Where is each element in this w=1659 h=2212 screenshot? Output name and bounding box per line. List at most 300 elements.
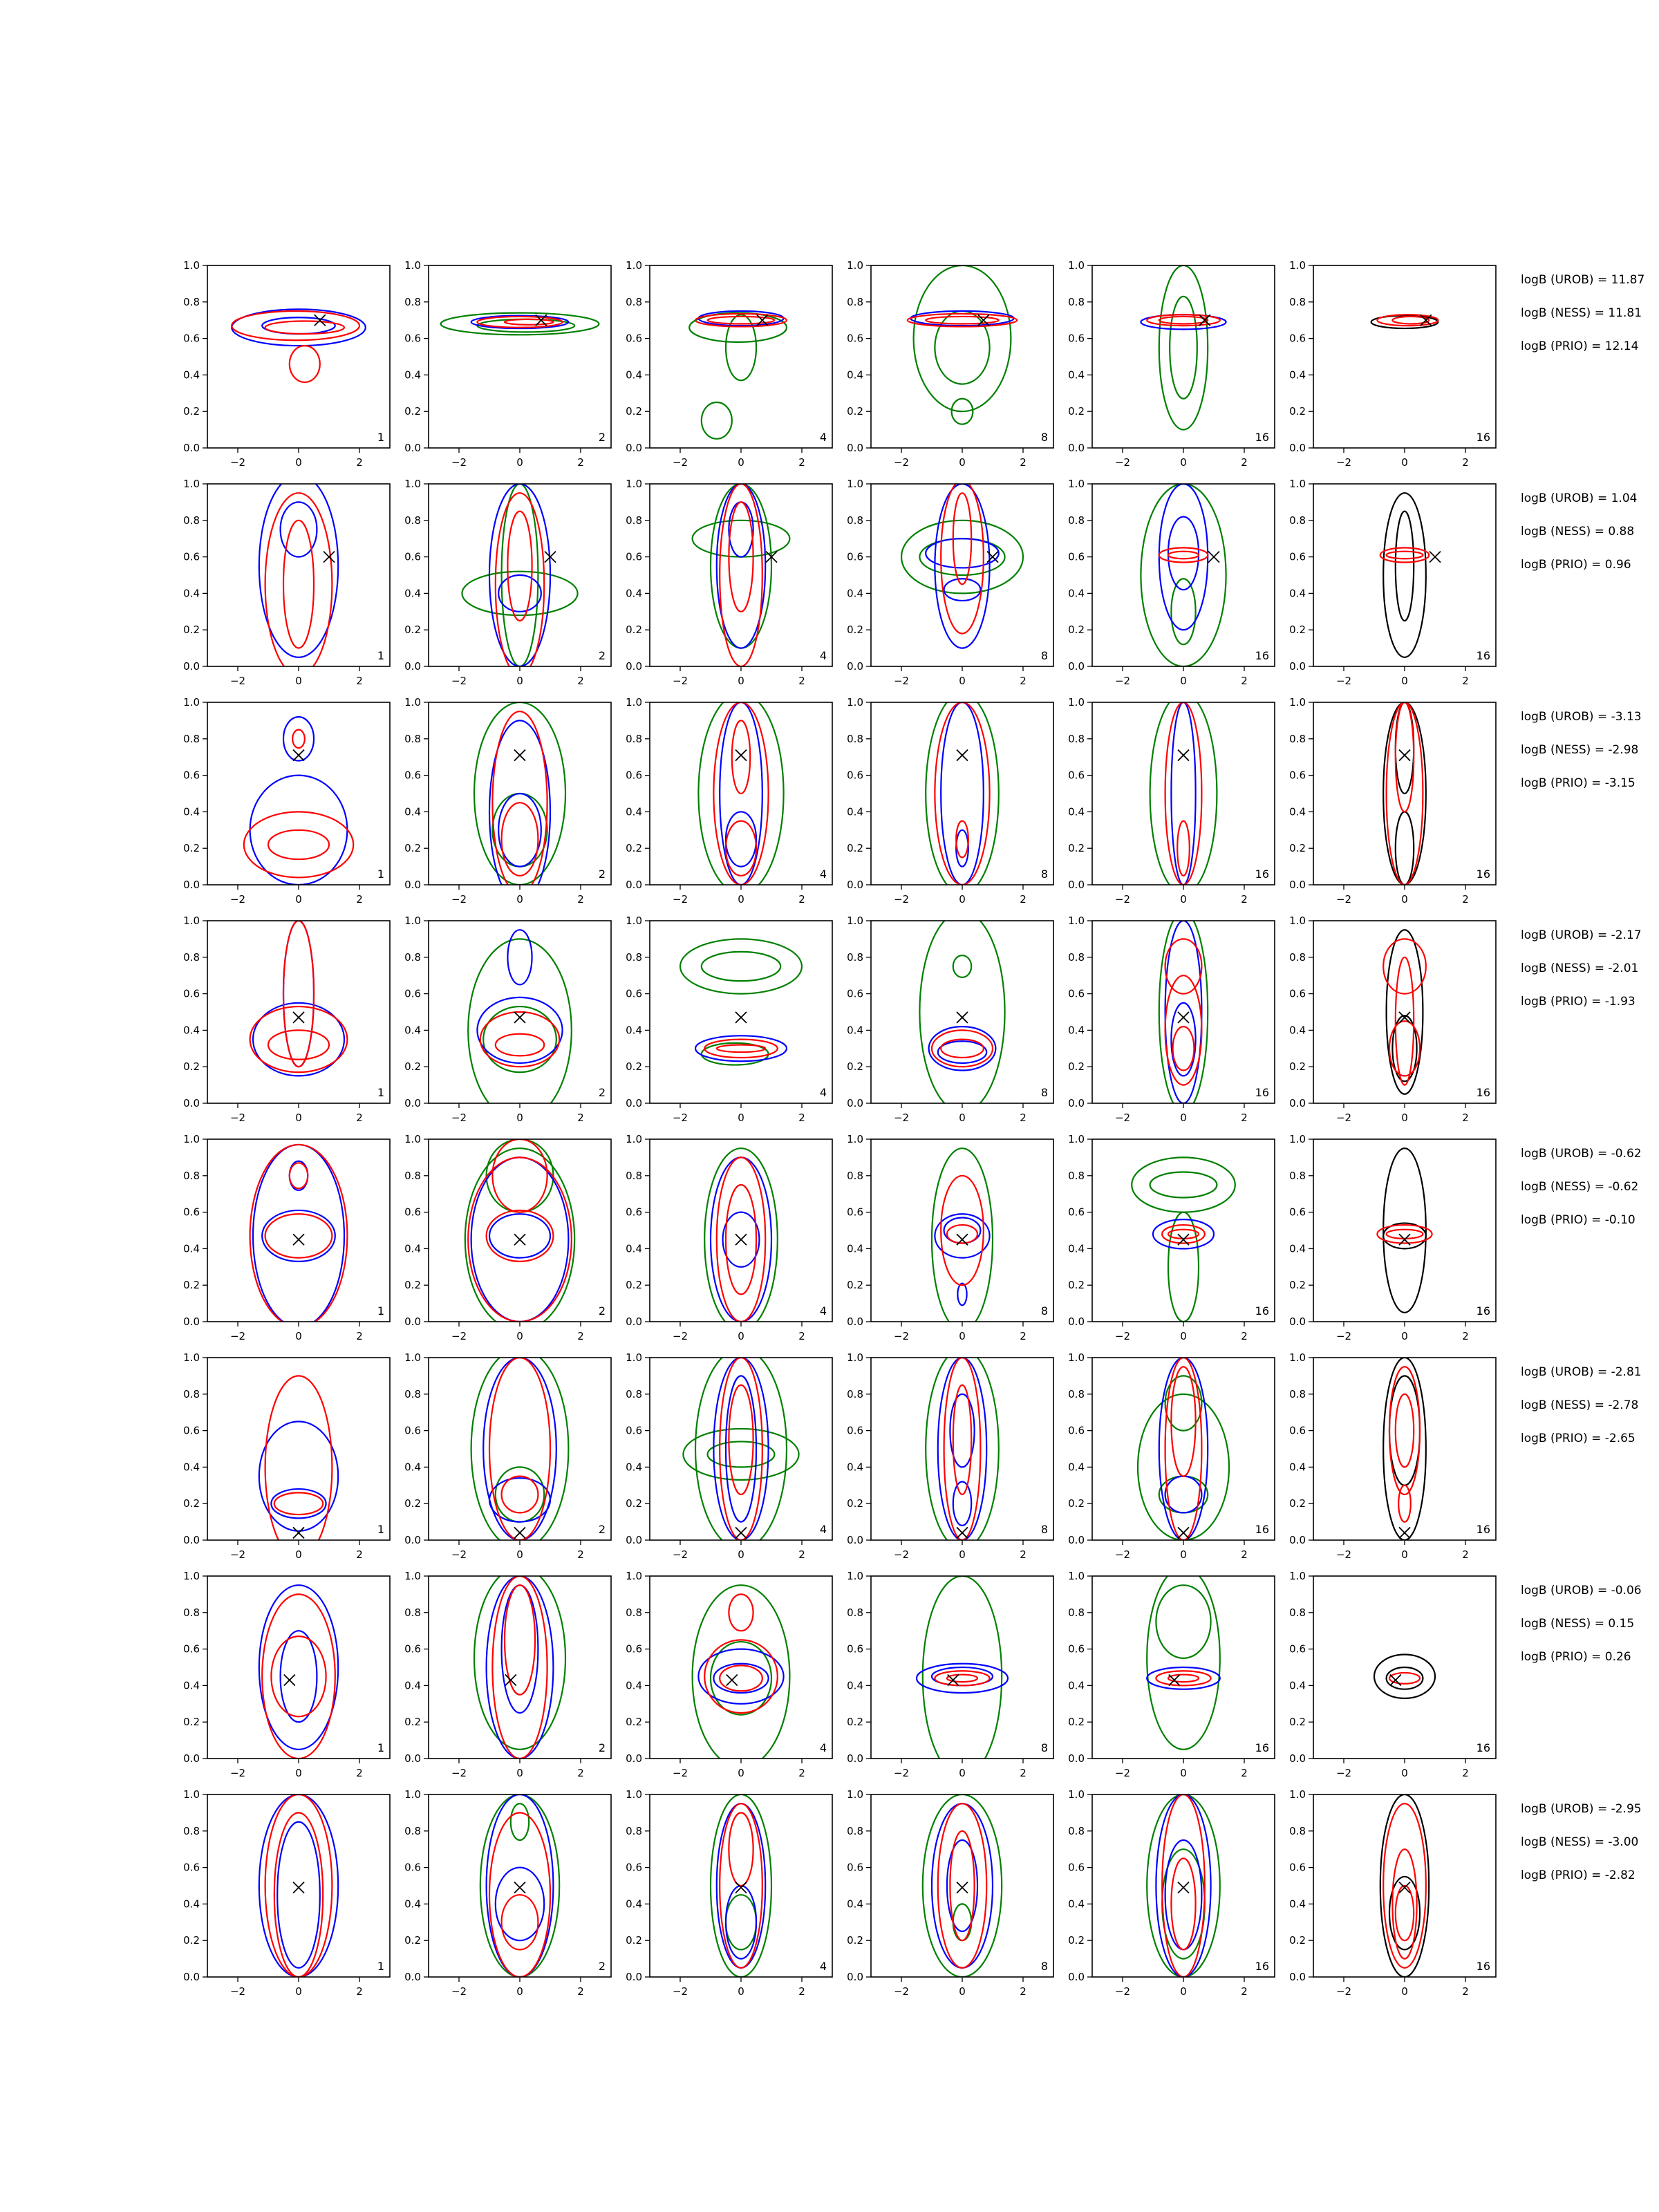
subplot bbox=[1068, 1133, 1275, 1342]
y-tick-label: 0.4 bbox=[1289, 587, 1306, 600]
x-tick-label: 0 bbox=[1401, 1767, 1408, 1779]
y-tick-label: 0.6 bbox=[1289, 987, 1306, 1000]
y-tick-label: 0.6 bbox=[183, 769, 200, 782]
y-tick-label: 0.6 bbox=[626, 769, 642, 782]
x-tick-label: −2 bbox=[893, 1548, 910, 1561]
y-tick-label: 0.6 bbox=[404, 1861, 421, 1874]
y-tick-label: 0.0 bbox=[183, 1315, 200, 1328]
x-tick-label: −2 bbox=[229, 893, 246, 906]
contour-series_2 bbox=[1387, 1230, 1423, 1239]
x-tick-label: 2 bbox=[1020, 893, 1027, 906]
x-tick-label: 0 bbox=[1180, 1112, 1187, 1124]
contour-series_2 bbox=[492, 1139, 547, 1212]
y-tick-label: 0.8 bbox=[1289, 295, 1306, 308]
x-tick-label: 2 bbox=[1241, 893, 1248, 906]
contour-series_1 bbox=[957, 1284, 966, 1306]
y-tick-label: 0.0 bbox=[1068, 1752, 1085, 1765]
y-tick-label: 0.4 bbox=[626, 368, 642, 382]
x-tick-label: −2 bbox=[1335, 1330, 1352, 1342]
y-tick-label: 1.0 bbox=[1289, 478, 1306, 490]
y-tick-label: 0.8 bbox=[404, 732, 421, 745]
x-tick-label: 2 bbox=[356, 1985, 363, 1998]
contour-series_2 bbox=[290, 346, 320, 382]
y-tick-label: 1.0 bbox=[183, 915, 200, 927]
y-tick-label: 1.0 bbox=[626, 1133, 642, 1145]
x-tick-label: −2 bbox=[229, 1767, 246, 1779]
subplot bbox=[404, 1567, 611, 1779]
subplot bbox=[183, 1788, 390, 1998]
y-tick-label: 1.0 bbox=[1068, 1788, 1085, 1801]
contour-series_3 bbox=[695, 1349, 787, 1549]
contour-series_3 bbox=[1159, 265, 1208, 430]
panel-number: 16 bbox=[1476, 1741, 1490, 1754]
y-tick-label: 0.6 bbox=[404, 769, 421, 782]
x-tick-label: 0 bbox=[738, 1112, 744, 1124]
y-tick-label: 0.4 bbox=[1289, 1897, 1306, 1911]
x-tick-label: 0 bbox=[516, 893, 523, 906]
contour-series_2 bbox=[935, 1671, 989, 1685]
axes-frame bbox=[650, 265, 832, 448]
x-tick-label: 0 bbox=[1401, 675, 1408, 687]
contour-series_2 bbox=[1396, 1394, 1414, 1468]
contour-series_3 bbox=[1132, 1157, 1235, 1212]
y-tick-label: 0.8 bbox=[1289, 1169, 1306, 1182]
contour-group bbox=[919, 912, 1004, 1112]
y-tick-label: 0.0 bbox=[847, 1315, 863, 1328]
y-tick-label: 1.0 bbox=[404, 478, 421, 490]
truth-marker bbox=[293, 750, 304, 761]
contour-series_1 bbox=[1171, 702, 1195, 885]
y-tick-label: 0.4 bbox=[183, 1461, 200, 1474]
contour-series_4 bbox=[1387, 930, 1423, 1094]
y-tick-label: 1.0 bbox=[183, 1133, 200, 1145]
y-tick-label: 0.0 bbox=[404, 442, 421, 454]
y-tick-label: 0.0 bbox=[183, 442, 200, 454]
x-tick-label: 2 bbox=[577, 893, 584, 906]
y-tick-label: 0.2 bbox=[1289, 1934, 1306, 1947]
logb-label: logB (NESS) = -0.62 bbox=[1521, 1180, 1639, 1194]
y-tick-label: 1.0 bbox=[1289, 915, 1306, 927]
figure-row bbox=[183, 693, 1641, 906]
panel-number: 2 bbox=[598, 868, 606, 881]
y-tick-label: 0.0 bbox=[1068, 1097, 1085, 1109]
truth-marker bbox=[1399, 750, 1410, 761]
contour-series_3 bbox=[487, 1139, 554, 1212]
subplot bbox=[183, 259, 390, 469]
contour-series_3 bbox=[702, 952, 780, 981]
subplot bbox=[404, 259, 611, 469]
y-tick-label: 0.4 bbox=[1068, 1679, 1085, 1692]
y-tick-label: 0.0 bbox=[183, 1534, 200, 1546]
y-tick-label: 0.4 bbox=[626, 1679, 642, 1692]
subplot bbox=[1289, 1570, 1496, 1779]
y-tick-label: 0.2 bbox=[183, 1497, 200, 1510]
y-tick-label: 1.0 bbox=[404, 696, 421, 709]
contour-group bbox=[441, 313, 599, 335]
contour-series_4 bbox=[1396, 812, 1414, 885]
truth-marker bbox=[1399, 1527, 1410, 1538]
y-tick-label: 0.6 bbox=[183, 332, 200, 345]
y-tick-label: 0.2 bbox=[847, 1497, 863, 1510]
x-tick-label: −2 bbox=[451, 456, 467, 469]
x-tick-label: 0 bbox=[959, 456, 966, 469]
subplot bbox=[1068, 259, 1275, 469]
y-tick-label: 0.0 bbox=[404, 660, 421, 673]
y-tick-label: 0.4 bbox=[626, 805, 642, 818]
contour-series_3 bbox=[1156, 1585, 1210, 1658]
y-tick-label: 0.8 bbox=[1068, 950, 1085, 964]
y-tick-label: 1.0 bbox=[404, 1133, 421, 1145]
panel-number: 4 bbox=[819, 868, 827, 881]
contour-series_1 bbox=[938, 1041, 986, 1063]
y-tick-label: 0.6 bbox=[1289, 550, 1306, 563]
x-tick-label: −2 bbox=[893, 675, 910, 687]
y-tick-label: 0.6 bbox=[183, 1861, 200, 1874]
y-tick-label: 0.6 bbox=[1068, 550, 1085, 563]
contour-series_1 bbox=[487, 1576, 554, 1759]
contour-series_2 bbox=[265, 321, 344, 334]
contour-series_2 bbox=[283, 521, 314, 648]
x-tick-label: 2 bbox=[1241, 1330, 1248, 1342]
figure-row bbox=[183, 912, 1641, 1124]
contour-series_1 bbox=[726, 1886, 756, 1959]
y-tick-label: 0.6 bbox=[626, 550, 642, 563]
x-tick-label: 2 bbox=[1462, 1330, 1469, 1342]
y-tick-label: 0.6 bbox=[183, 987, 200, 1000]
logb-label: logB (PRIO) = -2.65 bbox=[1521, 1432, 1635, 1445]
contour-series_2 bbox=[1168, 552, 1199, 559]
contour-series_2 bbox=[941, 1040, 984, 1058]
contour-group bbox=[1383, 930, 1426, 1094]
y-tick-label: 0.8 bbox=[183, 1824, 200, 1837]
x-tick-label: 0 bbox=[1401, 1985, 1408, 1998]
y-tick-label: 0.8 bbox=[1289, 514, 1306, 527]
y-tick-label: 1.0 bbox=[1289, 259, 1306, 272]
y-tick-label: 1.0 bbox=[1289, 696, 1306, 709]
y-tick-label: 0.8 bbox=[1068, 1169, 1085, 1182]
x-tick-label: −2 bbox=[672, 1330, 688, 1342]
y-tick-label: 0.2 bbox=[626, 624, 642, 637]
logb-label: logB (NESS) = -2.01 bbox=[1521, 962, 1639, 975]
subplot bbox=[183, 475, 390, 687]
y-tick-label: 0.6 bbox=[626, 1206, 642, 1219]
y-tick-label: 0.2 bbox=[404, 624, 421, 637]
contour-group bbox=[1141, 265, 1226, 430]
panel-number: 16 bbox=[1476, 1086, 1490, 1099]
axes-frame bbox=[1313, 1139, 1496, 1322]
contour-series_1 bbox=[932, 1803, 993, 1968]
contour-series_2 bbox=[729, 1594, 753, 1631]
y-tick-label: 0.6 bbox=[626, 987, 642, 1000]
subplot bbox=[404, 1349, 611, 1561]
x-tick-label: 0 bbox=[516, 1985, 523, 1998]
contour-series_4 bbox=[1389, 1376, 1420, 1485]
contour-series_2 bbox=[1380, 547, 1429, 562]
x-tick-label: 2 bbox=[1020, 456, 1027, 469]
panel-number: 8 bbox=[1040, 1523, 1048, 1536]
y-tick-label: 0.8 bbox=[404, 295, 421, 308]
y-tick-label: 0.2 bbox=[1289, 1716, 1306, 1729]
y-tick-label: 0.4 bbox=[1289, 1679, 1306, 1692]
y-tick-label: 0.2 bbox=[847, 1934, 863, 1947]
y-tick-label: 1.0 bbox=[183, 696, 200, 709]
y-tick-label: 0.8 bbox=[183, 295, 200, 308]
y-tick-label: 0.4 bbox=[1068, 805, 1085, 818]
y-tick-label: 0.8 bbox=[626, 514, 642, 527]
x-tick-label: 0 bbox=[516, 1767, 523, 1779]
logb-label: logB (UROB) = 1.04 bbox=[1521, 491, 1638, 505]
y-tick-label: 0.4 bbox=[626, 1242, 642, 1255]
panel-number: 16 bbox=[1255, 1741, 1269, 1754]
y-tick-label: 0.8 bbox=[626, 950, 642, 964]
y-tick-label: 0.4 bbox=[1289, 805, 1306, 818]
truth-marker bbox=[1208, 552, 1219, 563]
y-tick-label: 0.6 bbox=[847, 1206, 863, 1219]
contour-series_2 bbox=[290, 1163, 308, 1188]
contour-series_2 bbox=[720, 1665, 762, 1691]
y-tick-label: 0.6 bbox=[847, 1861, 863, 1874]
y-tick-label: 0.0 bbox=[626, 879, 642, 891]
y-tick-label: 0.8 bbox=[404, 950, 421, 964]
panel-number: 4 bbox=[819, 1960, 827, 1973]
contour-series_3 bbox=[693, 521, 790, 557]
y-tick-label: 0.0 bbox=[183, 1097, 200, 1109]
x-tick-label: −2 bbox=[451, 1548, 467, 1561]
contour-series_2 bbox=[1156, 1671, 1210, 1685]
y-tick-label: 1.0 bbox=[404, 1788, 421, 1801]
x-tick-label: 0 bbox=[738, 675, 744, 687]
y-tick-label: 1.0 bbox=[626, 1351, 642, 1364]
panel-number: 16 bbox=[1255, 431, 1269, 444]
y-tick-label: 0.8 bbox=[1068, 1387, 1085, 1400]
logb-label: logB (UROB) = -2.95 bbox=[1521, 1802, 1642, 1816]
y-tick-label: 1.0 bbox=[404, 1351, 421, 1364]
x-tick-label: 2 bbox=[577, 1767, 584, 1779]
y-tick-label: 0.8 bbox=[626, 1169, 642, 1182]
contour-series_4 bbox=[1374, 1655, 1435, 1698]
y-tick-label: 0.0 bbox=[626, 660, 642, 673]
contour-group bbox=[923, 1794, 1002, 1977]
y-tick-label: 0.6 bbox=[1068, 987, 1085, 1000]
x-tick-label: 0 bbox=[295, 1330, 302, 1342]
contour-series_2 bbox=[265, 1214, 332, 1257]
y-tick-label: 0.2 bbox=[404, 842, 421, 855]
x-tick-label: 2 bbox=[356, 1548, 363, 1561]
contour-group bbox=[1147, 1794, 1220, 1977]
contour-series_3 bbox=[1170, 297, 1197, 399]
contour-series_2 bbox=[268, 830, 329, 859]
y-tick-label: 0.0 bbox=[1068, 1971, 1085, 1983]
truth-marker bbox=[957, 1527, 968, 1538]
x-tick-label: 2 bbox=[1462, 893, 1469, 906]
y-tick-label: 0.2 bbox=[1289, 624, 1306, 637]
axes-frame bbox=[650, 1576, 832, 1759]
y-tick-label: 0.0 bbox=[847, 879, 863, 891]
x-tick-label: 2 bbox=[356, 893, 363, 906]
contour-series_1 bbox=[726, 812, 756, 866]
contour-group bbox=[1380, 1794, 1429, 1977]
y-tick-label: 0.4 bbox=[1068, 1897, 1085, 1911]
truth-marker bbox=[293, 1882, 304, 1893]
x-tick-label: −2 bbox=[672, 456, 688, 469]
truth-marker bbox=[957, 1012, 968, 1023]
panel-number: 16 bbox=[1476, 431, 1490, 444]
truth-marker bbox=[735, 750, 747, 761]
y-tick-label: 0.8 bbox=[183, 514, 200, 527]
y-tick-label: 0.8 bbox=[404, 1606, 421, 1619]
truth-marker bbox=[735, 1527, 747, 1538]
contour-series_3 bbox=[511, 1803, 529, 1840]
truth-marker bbox=[735, 1012, 747, 1023]
y-tick-label: 0.4 bbox=[183, 1897, 200, 1911]
y-tick-label: 0.6 bbox=[404, 1642, 421, 1656]
x-tick-label: 0 bbox=[295, 893, 302, 906]
y-tick-label: 0.8 bbox=[626, 732, 642, 745]
axes-frame bbox=[871, 265, 1053, 448]
panel-number: 1 bbox=[377, 1086, 384, 1099]
truth-marker bbox=[514, 1012, 525, 1023]
y-tick-label: 0.4 bbox=[1068, 1024, 1085, 1037]
axes-frame bbox=[207, 484, 390, 666]
contour-series_2 bbox=[262, 1594, 335, 1759]
contour-group bbox=[698, 693, 783, 894]
y-tick-label: 0.8 bbox=[626, 1606, 642, 1619]
y-tick-label: 0.2 bbox=[1068, 1497, 1085, 1510]
y-tick-label: 0.6 bbox=[626, 332, 642, 345]
y-tick-label: 0.4 bbox=[1289, 1242, 1306, 1255]
x-tick-label: 0 bbox=[516, 1112, 523, 1124]
x-tick-label: 0 bbox=[295, 1767, 302, 1779]
y-tick-label: 0.0 bbox=[404, 1097, 421, 1109]
x-tick-label: −2 bbox=[229, 1330, 246, 1342]
contour-series_2 bbox=[720, 484, 762, 666]
y-tick-label: 0.6 bbox=[847, 1424, 863, 1437]
contour-series_1 bbox=[1165, 1840, 1202, 1949]
y-tick-label: 0.4 bbox=[183, 1024, 200, 1037]
x-tick-label: −2 bbox=[1335, 1548, 1352, 1561]
x-tick-label: −2 bbox=[451, 1112, 467, 1124]
x-tick-label: 2 bbox=[1241, 1985, 1248, 1998]
y-tick-label: 0.2 bbox=[1289, 1497, 1306, 1510]
y-tick-label: 0.4 bbox=[183, 1679, 200, 1692]
contour-series_2 bbox=[1177, 821, 1190, 876]
y-tick-label: 0.0 bbox=[1068, 442, 1085, 454]
y-tick-label: 0.2 bbox=[847, 405, 863, 418]
y-tick-label: 0.2 bbox=[183, 1060, 200, 1074]
contour-series_2 bbox=[232, 311, 359, 340]
subplot bbox=[183, 915, 390, 1124]
x-tick-label: −2 bbox=[672, 893, 688, 906]
y-tick-label: 0.2 bbox=[626, 405, 642, 418]
panel-number: 8 bbox=[1040, 1086, 1048, 1099]
x-tick-label: 2 bbox=[1241, 675, 1248, 687]
x-tick-label: −2 bbox=[1335, 456, 1352, 469]
axes-frame bbox=[207, 1576, 390, 1759]
y-tick-label: 0.2 bbox=[404, 1716, 421, 1729]
x-tick-label: −2 bbox=[451, 1985, 467, 1998]
contour-series_2 bbox=[268, 1030, 329, 1059]
contour-series_3 bbox=[1168, 1212, 1199, 1322]
y-tick-label: 0.0 bbox=[1289, 1752, 1306, 1765]
y-tick-label: 0.4 bbox=[1289, 368, 1306, 382]
y-tick-label: 0.6 bbox=[847, 550, 863, 563]
subplot bbox=[847, 478, 1053, 687]
y-tick-label: 1.0 bbox=[847, 259, 863, 272]
x-tick-label: −2 bbox=[1114, 456, 1131, 469]
y-tick-label: 0.0 bbox=[404, 1752, 421, 1765]
axes-frame bbox=[871, 1139, 1053, 1322]
y-tick-label: 0.2 bbox=[1068, 1934, 1085, 1947]
y-tick-label: 1.0 bbox=[626, 1788, 642, 1801]
contour-group bbox=[244, 717, 353, 885]
x-tick-label: 2 bbox=[798, 1330, 805, 1342]
contour-series_3 bbox=[1150, 693, 1217, 894]
x-tick-label: −2 bbox=[672, 1112, 688, 1124]
y-tick-label: 0.0 bbox=[847, 1097, 863, 1109]
subplot bbox=[183, 1570, 390, 1779]
subplot bbox=[404, 696, 611, 906]
y-tick-label: 0.6 bbox=[183, 550, 200, 563]
y-tick-label: 0.2 bbox=[183, 624, 200, 637]
y-tick-label: 1.0 bbox=[1068, 1570, 1085, 1582]
y-tick-label: 1.0 bbox=[847, 478, 863, 490]
x-tick-label: −2 bbox=[893, 456, 910, 469]
truth-marker bbox=[1430, 552, 1441, 563]
contour-series_2 bbox=[283, 921, 314, 1067]
contour-series_2 bbox=[908, 314, 1017, 326]
x-tick-label: −2 bbox=[1114, 1330, 1131, 1342]
contour-group bbox=[1147, 1567, 1220, 1750]
contour-series_2 bbox=[1389, 1021, 1420, 1076]
logb-label: logB (NESS) = -2.78 bbox=[1521, 1398, 1639, 1412]
contour-group bbox=[465, 1139, 574, 1331]
y-tick-label: 0.4 bbox=[1289, 1461, 1306, 1474]
y-tick-label: 0.2 bbox=[1068, 405, 1085, 418]
axes-frame bbox=[871, 921, 1053, 1103]
y-tick-label: 0.4 bbox=[404, 805, 421, 818]
subplot bbox=[404, 1133, 611, 1342]
y-tick-label: 0.4 bbox=[404, 368, 421, 382]
logb-label: logB (PRIO) = 0.26 bbox=[1521, 1650, 1631, 1664]
contour-series_3 bbox=[468, 939, 572, 1121]
y-tick-label: 0.2 bbox=[1068, 1279, 1085, 1292]
panel-number: 1 bbox=[377, 649, 384, 662]
panel-number: 8 bbox=[1040, 431, 1048, 444]
y-tick-label: 1.0 bbox=[626, 1570, 642, 1582]
contour-series_2 bbox=[1171, 1367, 1195, 1476]
axes-frame bbox=[207, 265, 390, 448]
x-tick-label: −2 bbox=[1335, 1112, 1352, 1124]
x-tick-label: 2 bbox=[577, 456, 584, 469]
y-tick-label: 0.8 bbox=[847, 732, 863, 745]
y-tick-label: 0.0 bbox=[847, 1971, 863, 1983]
y-tick-label: 0.4 bbox=[183, 368, 200, 382]
y-tick-label: 1.0 bbox=[1068, 478, 1085, 490]
y-tick-label: 0.8 bbox=[626, 1824, 642, 1837]
contour-group bbox=[901, 480, 1023, 648]
contour-series_2 bbox=[505, 319, 553, 325]
x-tick-label: 0 bbox=[1401, 893, 1408, 906]
contour-series_3 bbox=[726, 1895, 756, 1949]
x-tick-label: 2 bbox=[1020, 1330, 1027, 1342]
contour-series_3 bbox=[926, 693, 999, 894]
y-tick-label: 1.0 bbox=[1289, 1570, 1306, 1582]
y-tick-label: 1.0 bbox=[1068, 259, 1085, 272]
y-tick-label: 0.6 bbox=[404, 1206, 421, 1219]
x-tick-label: 0 bbox=[738, 456, 744, 469]
contour-series_2 bbox=[953, 1385, 971, 1494]
axes-frame bbox=[207, 1139, 390, 1322]
